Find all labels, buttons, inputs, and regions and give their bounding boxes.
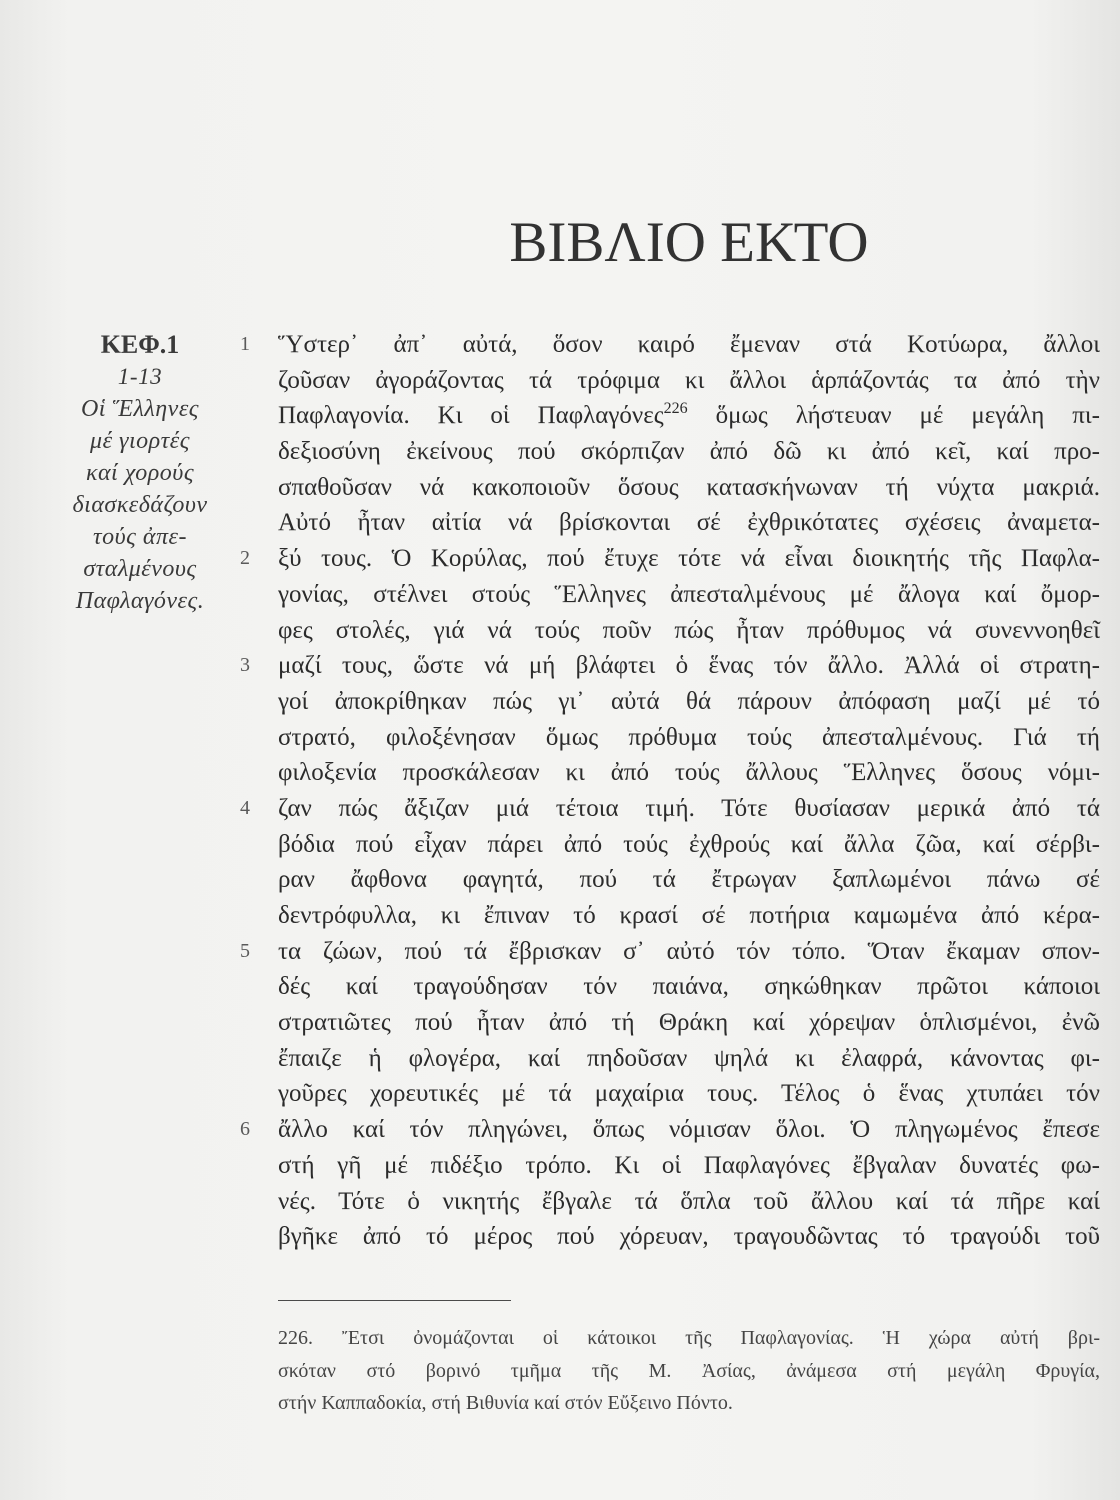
text-line bbox=[278, 470, 1100, 506]
line-text: μαζί τους, ὥστε νά μή βλάφτει ὁ ἕνας τόν ἄλλο. Ἀλλά οἱ στρατη- bbox=[278, 652, 1100, 680]
line-text: Αὐτό ἦταν αἰτία νά βρίσκονται σέ ἐχθρικότατες σχέσεις ἀναμετα- bbox=[278, 509, 1100, 537]
line-text: βγῆκε ἀπό τό μέρος πού χόρευαν, τραγουδῶντας τό τραγούδι τοῦ bbox=[278, 1223, 1100, 1251]
verse-range: 1-13 bbox=[117, 364, 163, 389]
text-line bbox=[278, 898, 1100, 934]
text-line bbox=[240, 327, 1100, 363]
footnote-separator bbox=[278, 1300, 511, 1301]
text-line bbox=[278, 363, 1100, 399]
line-text: γονίας, στέλνει στούς Ἕλληνες ἀπεσταλμένους μέ ἄλογα καί ὄμορ- bbox=[278, 580, 1100, 608]
page-title: ΒΙΒΛΙΟ ΕΚΤΟ bbox=[509, 211, 869, 274]
footnote-reference: 226 bbox=[663, 400, 688, 418]
footnote-line: 226. Ἔτσι ὀνομάζονται οἱ κάτοικοι τῆς Παφλαγονίας. Ἡ χώρα αὐτή βρι- bbox=[278, 1327, 1100, 1349]
margin-notes bbox=[40, 329, 240, 617]
text-line bbox=[278, 577, 1100, 613]
margin-summary-line: σταλμένους bbox=[83, 556, 197, 582]
line-text: στρατό, φιλοξένησαν ὅμως πρόθυμα τούς ἀπεσταλμένους. Γιά τή bbox=[278, 723, 1100, 751]
text-line bbox=[240, 934, 1100, 970]
line-text: τα ζώων, πού τά ἔβρισκαν σ᾽ αὐτό τόν τόπο. Ὅταν ἔκαμαν σπον- bbox=[278, 937, 1100, 965]
line-text: ἄλλο καί τόν πληγώνει, ὅπως νόμισαν ὅλοι. Ὁ πληγωμένος ἔπεσε bbox=[278, 1116, 1100, 1144]
margin-summary-line: τούς ἀπε- bbox=[93, 524, 187, 550]
text-line bbox=[278, 505, 1100, 541]
text-line bbox=[278, 720, 1100, 756]
main-text bbox=[240, 327, 1100, 1255]
text-line bbox=[278, 1148, 1100, 1184]
text-line bbox=[240, 648, 1100, 684]
line-text: βόδια πού εἶχαν πάρει ἀπό τούς ἐχθρούς καί ἄλλα ζῶα, καί σέρβι- bbox=[278, 830, 1100, 858]
margin-summary-line: Οἱ Ἕλληνες bbox=[80, 396, 200, 422]
margin-summary-line: διασκεδάζουν bbox=[72, 492, 208, 518]
line-text: νές. Τότε ὁ νικητής ἔβγαλε τά ὅπλα τοῦ ἄλλου καί τά πῆρε καί bbox=[278, 1187, 1100, 1215]
line-text: στρατιῶτες πού ἦταν ἀπό τή Θράκη καί χόρεψαν ὁπλισμένοι, ἐνῶ bbox=[278, 1009, 1100, 1037]
verse-number: 1 bbox=[240, 333, 250, 355]
verse-number: 6 bbox=[240, 1118, 250, 1141]
line-text: ὅμως λήστευαν μέ μεγάλη πι- bbox=[687, 402, 1100, 430]
text-line bbox=[278, 398, 1100, 434]
text-line bbox=[278, 755, 1100, 791]
verse-number: 2 bbox=[240, 547, 250, 570]
line-text: ζαν πώς ἄξιζαν μιά τέτοια τιμή. Τότε θυσίασαν μερικά ἀπό τά bbox=[278, 794, 1100, 822]
text-line bbox=[240, 791, 1100, 827]
line-text: ἔπαιζε ἡ φλογέρα, καί πηδοῦσαν ψηλά κι ἐλαφρά, κάνοντας φι- bbox=[278, 1044, 1100, 1072]
line-text: φιλοξενία προσκάλεσαν κι ἀπό τούς ἄλλους Ἕλληνες ὅσους νόμι- bbox=[278, 759, 1100, 787]
line-text: γοῦρες χορευτικές μέ τά μαχαίρια τους. Τέλος ὁ ἕνας χτυπάει τόν bbox=[278, 1080, 1100, 1108]
line-text: ξύ τους. Ὁ Κορύλας, πού ἔτυχε τότε νά εἶναι διοικητής τῆς Παφλα- bbox=[278, 545, 1100, 573]
text-line bbox=[278, 862, 1100, 898]
text-line bbox=[278, 1041, 1100, 1077]
text-line bbox=[278, 1184, 1100, 1220]
line-text: γοί ἀποκρίθηκαν πώς γι᾽ αὐτά θά πάρουν ἀπόφαση μαζί μέ τό bbox=[278, 687, 1100, 715]
text-line bbox=[278, 1076, 1100, 1112]
footnote-line: σκόταν στό βορινό τμῆμα τῆς Μ. Ἀσίας, ἀνάμεσα στή μεγάλη Φρυγία, bbox=[278, 1359, 1100, 1382]
text-line bbox=[278, 969, 1100, 1005]
line-text: δεντρόφυλλα, κι ἔπιναν τό κρασί σέ ποτήρια καμωμένα ἀπό κέρα- bbox=[278, 902, 1100, 929]
margin-summary-line: καί χορούς bbox=[85, 460, 195, 486]
chapter-label: ΚΕΦ.1 bbox=[100, 330, 180, 359]
verse-number: 5 bbox=[240, 939, 250, 962]
line-text: δές καί τραγούδησαν τόν παιάνα, σηκώθηκαν πρῶτοι κάποιοι bbox=[278, 973, 1100, 1001]
line-text: ραν ἄφθονα φαγητά, πού τά ἔτρωγαν ξαπλωμένοι πάνω σέ bbox=[278, 866, 1100, 894]
margin-summary-line: Παφλαγόνες. bbox=[75, 588, 205, 614]
text-line bbox=[278, 684, 1100, 720]
line-text: Ὕστερ᾽ ἀπ᾽ αὐτά, ὅσον καιρό ἔμεναν στά Κοτύωρα, ἄλλοι bbox=[278, 331, 1100, 358]
text-line bbox=[278, 827, 1100, 863]
text-line bbox=[240, 541, 1100, 577]
verse-number: 3 bbox=[240, 654, 250, 677]
line-text: φες στολές, γιά νά τούς ποῦν πώς ἦταν πρόθυμος νά συνεννοηθεῖ bbox=[278, 616, 1100, 644]
text-line bbox=[240, 1112, 1100, 1148]
line-text: στή γῆ μέ πιδέξιο τρόπο. Κι οἱ Παφλαγόνες ἔβγαλαν δυνατές φω- bbox=[278, 1151, 1100, 1179]
line-text: Παφλαγονία. Κι οἱ Παφλαγόνες bbox=[278, 402, 664, 430]
footnote-line: στήν Καππαδοκία, στή Βιθυνία καί στόν Εὔξεινο Πόντο. bbox=[278, 1392, 733, 1414]
line-text: σπαθοῦσαν νά κακοποιοῦν ὅσους κατασκήνωναν τή νύχτα μακριά. bbox=[278, 473, 1100, 501]
margin-summary-line: μέ γιορτές bbox=[90, 428, 190, 454]
text-line bbox=[278, 434, 1100, 470]
footnotes bbox=[278, 1322, 1100, 1420]
line-text: ζοῦσαν ἀγοράζοντας τά τρόφιμα κι ἄλλοι ἁρπάζοντάς τα ἀπό τὴν bbox=[278, 366, 1100, 394]
line-text: δεξιοσύνη ἐκείνους πού σκόρπιζαν ἀπό δῶ κι ἀπό κεῖ, καί προ- bbox=[278, 438, 1100, 466]
verse-number: 4 bbox=[240, 796, 250, 819]
text-line bbox=[278, 613, 1100, 649]
text-line bbox=[278, 1219, 1100, 1255]
text-line bbox=[278, 1005, 1100, 1041]
